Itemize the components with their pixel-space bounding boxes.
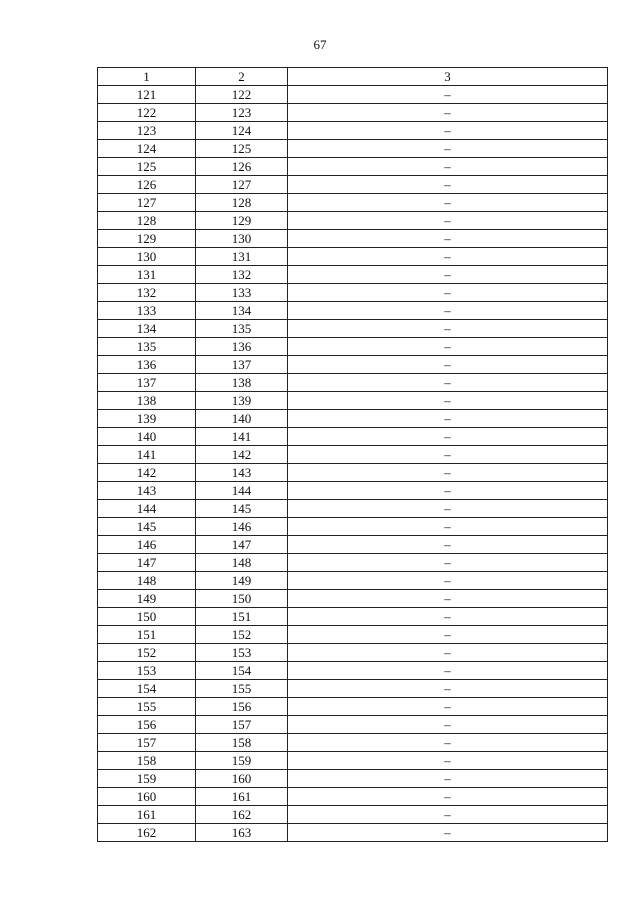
table-cell-col-1: 126	[98, 176, 196, 194]
table-row	[98, 518, 608, 536]
table-cell-col-3: –	[288, 248, 608, 266]
table-cell-col-1: 149	[98, 590, 196, 608]
table-cell-col-3: –	[288, 788, 608, 806]
table-cell-col-2: 162	[196, 806, 288, 824]
table-cell-col-1: 138	[98, 392, 196, 410]
table-cell-col-3: –	[288, 824, 608, 842]
table-row	[98, 122, 608, 140]
table-cell-col-1: 146	[98, 536, 196, 554]
table-cell-col-1: 139	[98, 410, 196, 428]
table-cell-col-3: –	[288, 374, 608, 392]
table-row	[98, 158, 608, 176]
table-cell-col-2: 146	[196, 518, 288, 536]
table-cell-col-2: 158	[196, 734, 288, 752]
table-cell-col-2: 134	[196, 302, 288, 320]
table-cell-col-3: –	[288, 212, 608, 230]
table-cell-col-2: 130	[196, 230, 288, 248]
table-row	[98, 410, 608, 428]
table-cell-col-2: 139	[196, 392, 288, 410]
table-cell-col-2: 122	[196, 86, 288, 104]
table-cell-col-1: 153	[98, 662, 196, 680]
table-row	[98, 590, 608, 608]
table-row	[98, 482, 608, 500]
table-cell-col-1: 144	[98, 500, 196, 518]
table-cell-col-1: 157	[98, 734, 196, 752]
page-number: 67	[313, 37, 327, 52]
table-cell-col-2: 148	[196, 554, 288, 572]
table-cell-col-3: –	[288, 572, 608, 590]
table-cell-col-2: 138	[196, 374, 288, 392]
table-cell-col-2: 141	[196, 428, 288, 446]
table-cell-col-3: –	[288, 176, 608, 194]
table-row	[98, 140, 608, 158]
table-cell-col-3: –	[288, 716, 608, 734]
table-cell-col-3: –	[288, 806, 608, 824]
table-row	[98, 446, 608, 464]
table-row	[98, 284, 608, 302]
table-cell-col-2: 157	[196, 716, 288, 734]
table-cell-col-3: –	[288, 644, 608, 662]
table-row	[98, 752, 608, 770]
table-row	[98, 788, 608, 806]
table-cell-col-3: –	[288, 284, 608, 302]
table-row	[98, 230, 608, 248]
table-row	[98, 716, 608, 734]
table-cell-col-2: 127	[196, 176, 288, 194]
table-cell-col-3: –	[288, 392, 608, 410]
table-cell-col-1: 134	[98, 320, 196, 338]
table-cell-col-1: 135	[98, 338, 196, 356]
table-cell-col-3: –	[288, 410, 608, 428]
table-cell-col-3: –	[288, 698, 608, 716]
table-cell-col-2: 145	[196, 500, 288, 518]
table-cell-col-3: –	[288, 482, 608, 500]
table-row	[98, 338, 608, 356]
table-cell-col-1: 142	[98, 464, 196, 482]
table-cell-col-1: 130	[98, 248, 196, 266]
table-cell-col-2: 150	[196, 590, 288, 608]
table-cell-col-3: –	[288, 122, 608, 140]
table-row	[98, 104, 608, 122]
table-cell-col-1: 133	[98, 302, 196, 320]
table-row	[98, 662, 608, 680]
table-cell-col-2: 153	[196, 644, 288, 662]
table-cell-col-2: 142	[196, 446, 288, 464]
table-cell-col-3: –	[288, 86, 608, 104]
table-cell-col-3: –	[288, 356, 608, 374]
table-cell-col-1: 147	[98, 554, 196, 572]
table-cell-col-3: –	[288, 104, 608, 122]
table-cell-col-2: 160	[196, 770, 288, 788]
table-cell-col-2: 149	[196, 572, 288, 590]
table-cell-col-3: –	[288, 266, 608, 284]
table-body	[98, 86, 608, 842]
table-row	[98, 554, 608, 572]
table-row	[98, 608, 608, 626]
table-cell-col-3: –	[288, 554, 608, 572]
column-header-2: 2	[196, 68, 288, 86]
table-cell-col-2: 163	[196, 824, 288, 842]
table-row	[98, 626, 608, 644]
table-cell-col-3: –	[288, 590, 608, 608]
table-header-row	[98, 68, 608, 86]
table-cell-col-2: 154	[196, 662, 288, 680]
table-cell-col-2: 131	[196, 248, 288, 266]
table-cell-col-3: –	[288, 500, 608, 518]
table-cell-col-2: 140	[196, 410, 288, 428]
table-row	[98, 212, 608, 230]
table-cell-col-2: 136	[196, 338, 288, 356]
table-cell-col-2: 132	[196, 266, 288, 284]
table-cell-col-2: 125	[196, 140, 288, 158]
table-row	[98, 770, 608, 788]
table-cell-col-1: 129	[98, 230, 196, 248]
table-cell-col-2: 155	[196, 680, 288, 698]
table-cell-col-1: 155	[98, 698, 196, 716]
table-cell-col-2: 123	[196, 104, 288, 122]
table-row	[98, 734, 608, 752]
table-cell-col-2: 147	[196, 536, 288, 554]
table-row	[98, 464, 608, 482]
table-cell-col-1: 161	[98, 806, 196, 824]
table-cell-col-2: 143	[196, 464, 288, 482]
table-cell-col-3: –	[288, 302, 608, 320]
table-cell-col-3: –	[288, 320, 608, 338]
table-cell-col-2: 159	[196, 752, 288, 770]
table-cell-col-3: –	[288, 662, 608, 680]
table-cell-col-2: 151	[196, 608, 288, 626]
table-cell-col-1: 145	[98, 518, 196, 536]
table-row	[98, 572, 608, 590]
table-cell-col-3: –	[288, 626, 608, 644]
table-cell-col-2: 129	[196, 212, 288, 230]
table-cell-col-3: –	[288, 536, 608, 554]
table-cell-col-3: –	[288, 158, 608, 176]
table-cell-col-1: 156	[98, 716, 196, 734]
table-row	[98, 194, 608, 212]
table-cell-col-3: –	[288, 428, 608, 446]
table-cell-col-3: –	[288, 734, 608, 752]
table-cell-col-1: 132	[98, 284, 196, 302]
table-row	[98, 302, 608, 320]
table-cell-col-2: 161	[196, 788, 288, 806]
table-cell-col-1: 128	[98, 212, 196, 230]
table-row	[98, 806, 608, 824]
table-row	[98, 392, 608, 410]
table-row	[98, 500, 608, 518]
table-cell-col-3: –	[288, 752, 608, 770]
table-cell-col-3: –	[288, 680, 608, 698]
table-cell-col-3: –	[288, 446, 608, 464]
column-header-3: 3	[288, 68, 608, 86]
table-cell-col-1: 160	[98, 788, 196, 806]
table-row	[98, 320, 608, 338]
table-cell-col-2: 126	[196, 158, 288, 176]
table-cell-col-1: 148	[98, 572, 196, 590]
table-cell-col-1: 123	[98, 122, 196, 140]
table-cell-col-1: 141	[98, 446, 196, 464]
table-cell-col-1: 143	[98, 482, 196, 500]
table-cell-col-3: –	[288, 770, 608, 788]
table-cell-col-2: 137	[196, 356, 288, 374]
table-row	[98, 266, 608, 284]
table-row	[98, 644, 608, 662]
table-cell-col-2: 128	[196, 194, 288, 212]
table-cell-col-2: 124	[196, 122, 288, 140]
table-cell-col-1: 127	[98, 194, 196, 212]
table-row	[98, 428, 608, 446]
table-cell-col-2: 144	[196, 482, 288, 500]
table-cell-col-1: 124	[98, 140, 196, 158]
table-row	[98, 536, 608, 554]
table-cell-col-3: –	[288, 464, 608, 482]
table-cell-col-1: 136	[98, 356, 196, 374]
table-cell-col-1: 158	[98, 752, 196, 770]
table-cell-col-2: 135	[196, 320, 288, 338]
table-cell-col-2: 133	[196, 284, 288, 302]
table-cell-col-3: –	[288, 608, 608, 626]
table-row	[98, 356, 608, 374]
table-cell-col-1: 131	[98, 266, 196, 284]
table-row	[98, 698, 608, 716]
table-cell-col-1: 125	[98, 158, 196, 176]
column-header-1: 1	[98, 68, 196, 86]
table-cell-col-3: –	[288, 230, 608, 248]
table-cell-col-2: 156	[196, 698, 288, 716]
table-cell-col-1: 152	[98, 644, 196, 662]
table-cell-col-1: 162	[98, 824, 196, 842]
table-cell-col-3: –	[288, 518, 608, 536]
table-cell-col-3: –	[288, 338, 608, 356]
table-cell-col-3: –	[288, 194, 608, 212]
table-cell-col-1: 122	[98, 104, 196, 122]
data-table	[97, 67, 608, 842]
table-row	[98, 248, 608, 266]
table-cell-col-1: 150	[98, 608, 196, 626]
table-cell-col-1: 154	[98, 680, 196, 698]
table-row	[98, 86, 608, 104]
table-row	[98, 176, 608, 194]
table-cell-col-1: 159	[98, 770, 196, 788]
table-cell-col-1: 140	[98, 428, 196, 446]
table-cell-col-1: 121	[98, 86, 196, 104]
table-cell-col-1: 137	[98, 374, 196, 392]
table-row	[98, 374, 608, 392]
table-cell-col-3: –	[288, 140, 608, 158]
table-cell-col-2: 152	[196, 626, 288, 644]
table-row	[98, 680, 608, 698]
table-cell-col-1: 151	[98, 626, 196, 644]
table-row	[98, 824, 608, 842]
